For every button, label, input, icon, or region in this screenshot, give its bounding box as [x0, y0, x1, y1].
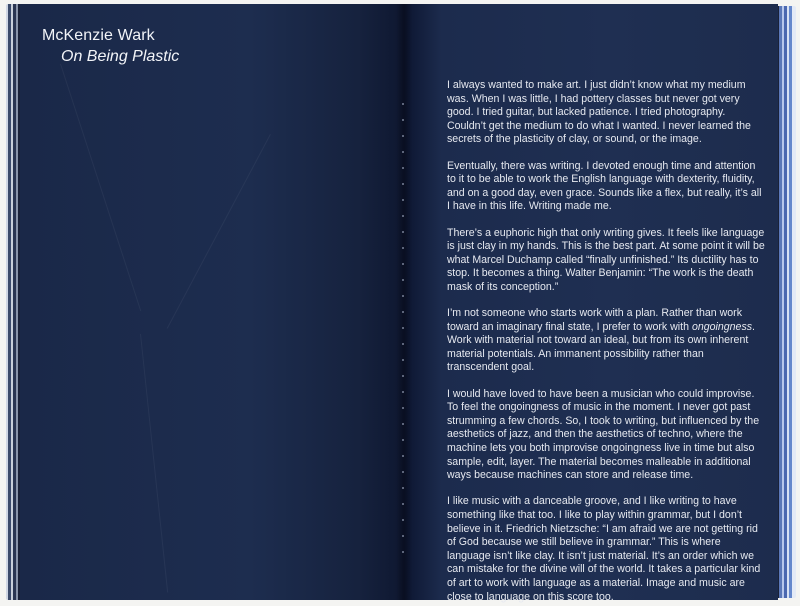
paragraph: I like music with a danceable groove, and I like writing to have something like that too. I like to play within grammar, but I don’t believe in it. Friedrich Nietzsche: “I am afraid we are not getting rid of God because we still believe in grammar.” This is where language isn’t like clay. It isn’t just material. It’s an order which we can mistake for the divine will of the world. It takes a particular kind of art to work with language as a material. Image and music are close to language on this score too.: [447, 495, 761, 603]
spine-gutter: [396, 4, 412, 600]
paragraph: There’s a euphoric high that only writing gives. It feels like language is just clay in my hands. This is the best part. At some point it will be what Marcel Duchamp called “finally unfinished.” Its ductility has to stop. It becomes a thing. Walter Benjamin: “The work is the death mask of its conception.”: [447, 226, 765, 293]
binding-stitches: [402, 96, 404, 566]
right-page-edges: [776, 6, 796, 598]
author-name: McKenzie Wark: [42, 27, 155, 44]
paragraph-emphasis: ongoingness: [691, 320, 753, 333]
book-title: On Being Plastic: [61, 48, 180, 65]
paragraph: I always wanted to make art. I just didn’t know what my medium was. When I was little, I had pottery classes but never got very good. I tried guitar, but lacked patience. I tried photography. Couldn’t get the medium to do what I wanted. I never learned the secrets of the plasticity of clay, or sound, or the image.: [447, 79, 751, 146]
left-page: [20, 4, 404, 600]
paper-crease: [140, 334, 168, 593]
paper-crease: [60, 64, 141, 312]
paper-crease: [167, 134, 271, 329]
paragraph: [447, 307, 767, 375]
paragraph: Eventually, there was writing. I devoted enough time and attention to it to be able to work the English language with dexterity, fluidity, and on a good day, even grace. Sounds like a flex, but really, it’s all I have in this life. Writing made me.: [447, 159, 762, 213]
paragraph: I would have loved to have been a musician who could improvise. To feel the ongoingness of music in the moment. I never got past strumming a few chords. So, I took to writing, but influenced by the aesthetics of jazz, and then the aesthetics of techno, where the machine lets you both improvise ongoingness live in time but also sample, edit, layer. The material becomes malleable in additional ways because machines can store and release time.: [447, 387, 760, 482]
body-text: [447, 79, 767, 606]
paragraph-text: . Work with material not toward an ideal, but from its own inherent material potentials. An immanent possibility rather than transcendent goal.: [447, 320, 755, 374]
paragraph-text: I’m not someone who starts work with a plan. Rather than work toward an imaginary final state, I prefer to work with: [447, 307, 742, 333]
